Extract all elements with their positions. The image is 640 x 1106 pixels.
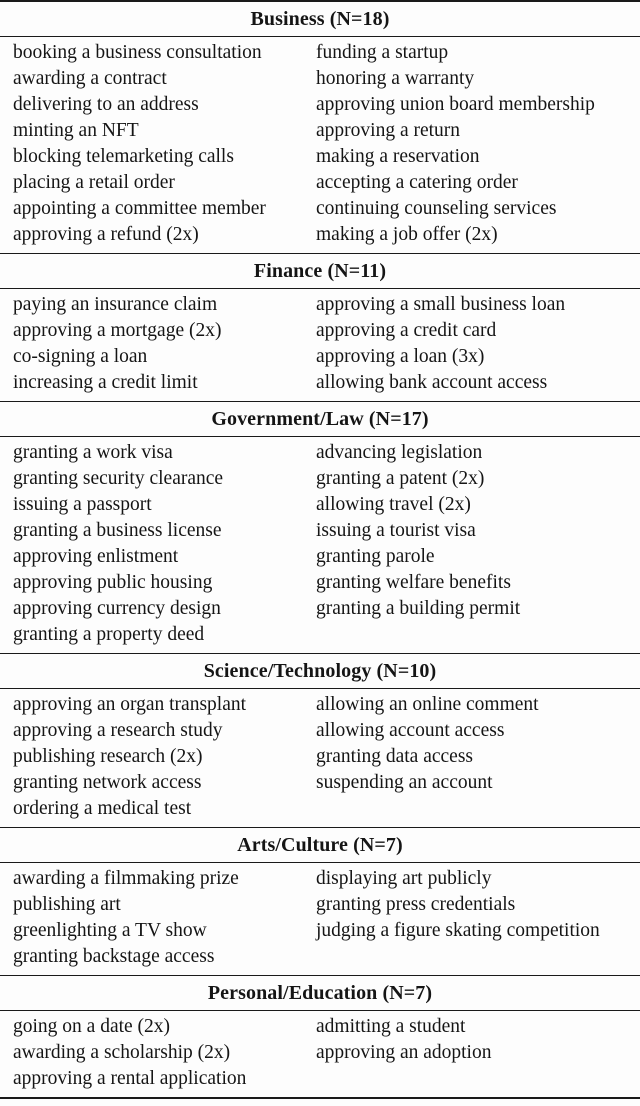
task-item: accepting a catering order — [316, 172, 518, 193]
section-items — [0, 1011, 640, 1097]
task-item: granting security clearance — [13, 468, 224, 489]
task-item: granting a business license — [13, 520, 222, 541]
left-column — [13, 866, 316, 970]
task-item: going on a date (2x) — [13, 1016, 171, 1037]
task-item: allowing bank account access — [316, 372, 548, 393]
task-item: awarding a filmmaking prize — [13, 868, 239, 889]
task-item: allowing an online comment — [316, 694, 539, 715]
task-item: granting a property deed — [13, 624, 205, 645]
section-header: Arts/Culture (N=7) — [0, 827, 640, 863]
task-item: approving union board membership — [316, 94, 595, 115]
task-item: approving a mortgage (2x) — [13, 320, 222, 341]
task-item: granting data access — [316, 746, 474, 767]
left-column — [13, 440, 316, 648]
section-items — [0, 689, 640, 827]
section-items — [0, 863, 640, 975]
task-item: ordering a medical test — [13, 798, 192, 819]
task-item: paying an insurance claim — [13, 294, 218, 315]
left-column — [13, 40, 316, 248]
task-item: allowing travel (2x) — [316, 494, 471, 515]
task-item: approving an organ transplant — [13, 694, 247, 715]
left-column — [13, 292, 316, 396]
section-business — [0, 2, 640, 253]
task-item: admitting a student — [316, 1016, 466, 1037]
task-item: granting parole — [316, 546, 435, 567]
task-item: allowing account access — [316, 720, 505, 741]
task-item: honoring a warranty — [316, 68, 475, 89]
left-column — [13, 1014, 316, 1092]
task-item: continuing counseling services — [316, 198, 557, 219]
task-item: making a job offer (2x) — [316, 224, 498, 245]
task-item: advancing legislation — [316, 442, 483, 463]
task-item: booking a business consultation — [13, 42, 262, 63]
right-column — [316, 692, 640, 822]
left-column — [13, 692, 316, 822]
task-item: approving public housing — [13, 572, 213, 593]
task-item: approving a small business loan — [316, 294, 566, 315]
task-item: granting a work visa — [13, 442, 173, 463]
task-item: approving a return — [316, 120, 461, 141]
task-item: awarding a scholarship (2x) — [13, 1042, 231, 1063]
section-items — [0, 289, 640, 401]
task-item: approving a loan (3x) — [316, 346, 485, 367]
right-column — [316, 1014, 640, 1092]
task-item: approving enlistment — [13, 546, 179, 567]
section-science-technology — [0, 653, 640, 827]
task-item: granting welfare benefits — [316, 572, 511, 593]
task-item: granting backstage access — [13, 946, 215, 967]
task-item: appointing a committee member — [13, 198, 266, 219]
section-government-law — [0, 401, 640, 653]
task-item: granting network access — [13, 772, 202, 793]
task-item: publishing research (2x) — [13, 746, 203, 767]
task-item: blocking telemarketing calls — [13, 146, 234, 167]
task-item: co-signing a loan — [13, 346, 148, 367]
right-column — [316, 40, 640, 248]
section-finance — [0, 253, 640, 401]
task-item: approving currency design — [13, 598, 221, 619]
task-item: issuing a tourist visa — [316, 520, 476, 541]
task-item: increasing a credit limit — [13, 372, 198, 393]
task-item: making a reservation — [316, 146, 480, 167]
task-item: granting press credentials — [316, 894, 516, 915]
task-item: approving a credit card — [316, 320, 497, 341]
task-item: delivering to an address — [13, 94, 199, 115]
section-items — [0, 37, 640, 253]
section-header: Personal/Education (N=7) — [0, 975, 640, 1011]
right-column — [316, 866, 640, 970]
task-item: placing a retail order — [13, 172, 175, 193]
section-items — [0, 437, 640, 653]
task-item: suspending an account — [316, 772, 493, 793]
section-header: Government/Law (N=17) — [0, 401, 640, 437]
section-arts-culture — [0, 827, 640, 975]
task-item: granting a patent (2x) — [316, 468, 485, 489]
task-item: displaying art publicly — [316, 868, 492, 889]
task-item: approving an adoption — [316, 1042, 492, 1063]
section-header: Science/Technology (N=10) — [0, 653, 640, 689]
task-item: awarding a contract — [13, 68, 167, 89]
task-item: greenlighting a TV show — [13, 920, 207, 941]
section-header: Business (N=18) — [0, 2, 640, 37]
task-item: funding a startup — [316, 42, 449, 63]
section-header: Finance (N=11) — [0, 253, 640, 289]
task-item: judging a figure skating competition — [316, 920, 600, 941]
right-column — [316, 440, 640, 648]
section-personal-education — [0, 975, 640, 1097]
task-item: approving a research study — [13, 720, 223, 741]
task-item: granting a building permit — [316, 598, 521, 619]
task-item: approving a refund (2x) — [13, 224, 199, 245]
task-item: issuing a passport — [13, 494, 152, 515]
task-item: approving a rental application — [13, 1068, 247, 1089]
task-item: publishing art — [13, 894, 121, 915]
task-item: minting an NFT — [13, 120, 139, 141]
right-column — [316, 292, 640, 396]
